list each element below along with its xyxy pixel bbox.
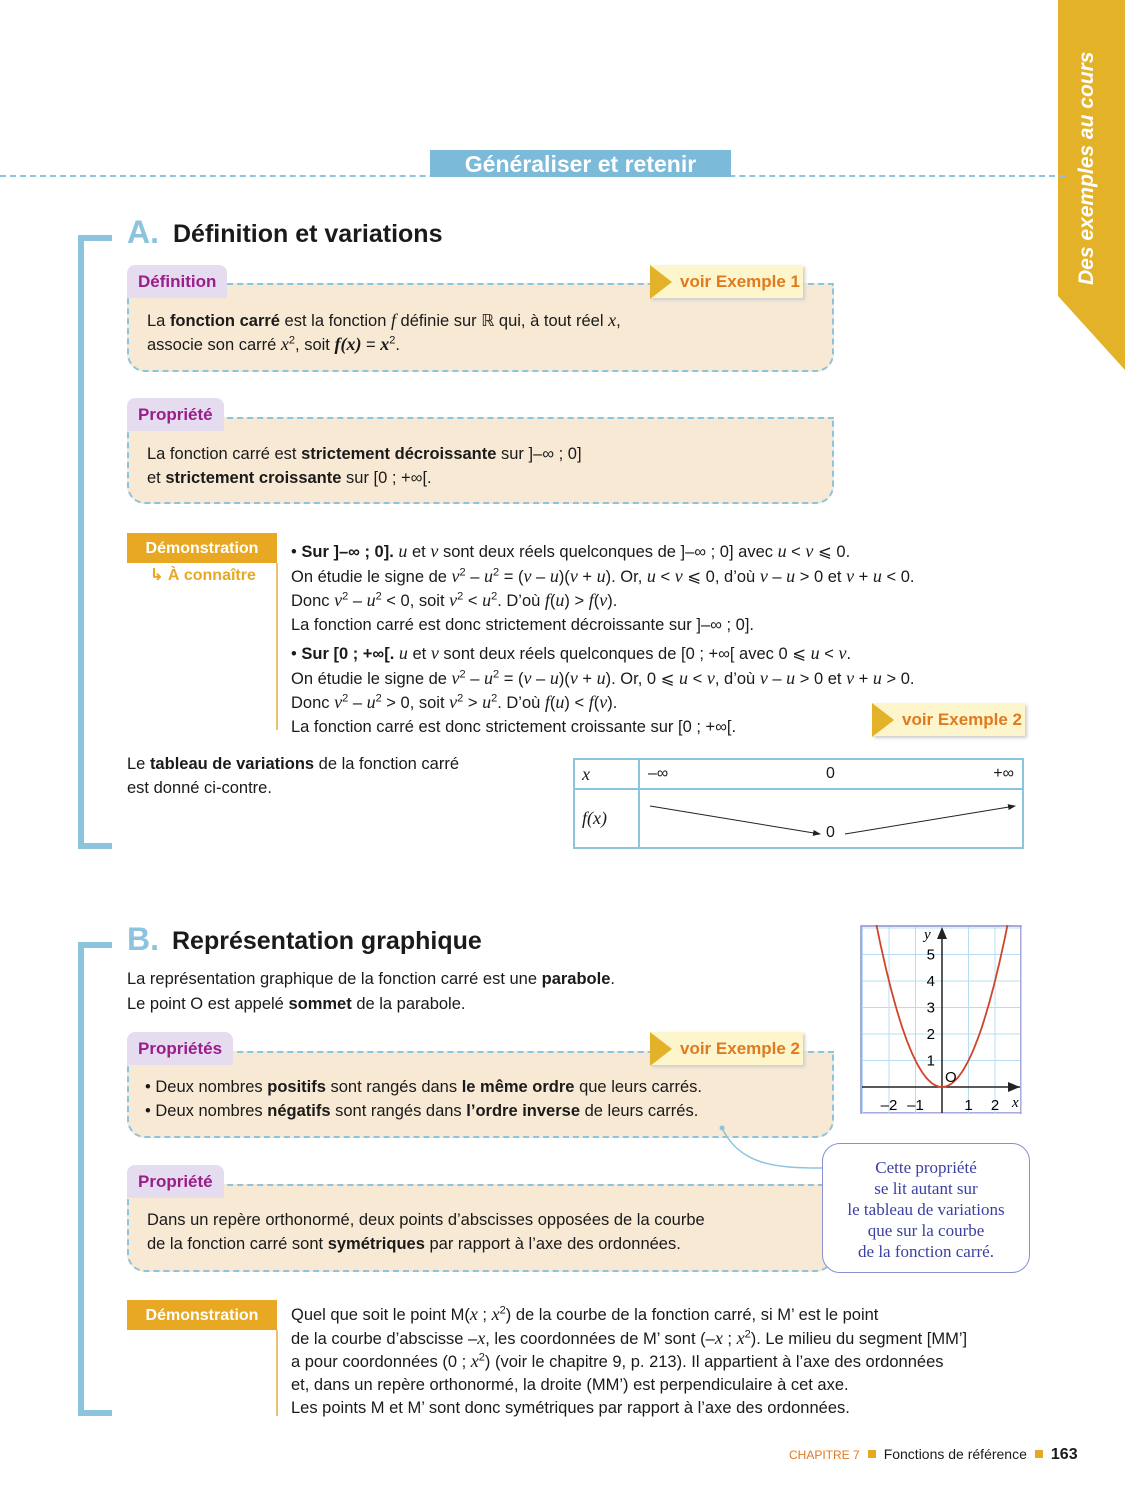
- definition-line: [147, 334, 400, 355]
- text-run: v: [523, 667, 532, 688]
- text-run: x: [280, 334, 289, 354]
- text-run: v: [759, 667, 768, 688]
- section-b-text: [127, 994, 466, 1014]
- text-run: v: [599, 590, 608, 610]
- text-run: u: [398, 643, 408, 663]
- text-run: ). Le milieu du segment [MM’]: [750, 1329, 968, 1348]
- properties-line: [145, 1101, 698, 1121]
- text-run: (: [549, 592, 556, 610]
- text-run: u: [786, 667, 796, 688]
- demonstration-line: [291, 615, 754, 635]
- section-a-title: Définition et variations: [173, 220, 443, 248]
- text-run: f: [390, 310, 396, 330]
- text-run: .: [610, 970, 615, 988]
- text-run: 2: [491, 692, 498, 705]
- text-run: v: [569, 667, 578, 688]
- properties-tag: Propriétés: [127, 1032, 233, 1065]
- callout-line: se lit autant sur: [874, 1179, 978, 1198]
- text-run: –: [531, 567, 550, 586]
- variation-table: [573, 758, 1024, 849]
- text-run: v: [449, 590, 458, 610]
- x-value: +∞: [993, 765, 1014, 782]
- demonstration-line: [291, 541, 850, 562]
- text-run: définie sur ℝ qui, à tout réel: [395, 312, 609, 330]
- callout-line: que sur la courbe: [867, 1221, 985, 1240]
- voir-exemple-2-link[interactable]: [872, 703, 1025, 736]
- text-run: +: [854, 669, 873, 688]
- y-tick-label: 2: [926, 1026, 935, 1043]
- text-run: u: [646, 565, 656, 586]
- section-b-letter: B.: [127, 921, 159, 957]
- text-run: f: [544, 590, 550, 610]
- text-run: ) <: [564, 694, 589, 712]
- y-tick-label: 3: [926, 999, 935, 1017]
- text-run: sont deux réels quelconques de ]–∞ ; 0] avec: [438, 543, 778, 561]
- demonstration-line: [291, 590, 617, 611]
- text-run: u: [366, 590, 376, 610]
- play-triangle-icon: [650, 265, 672, 299]
- text-run: v: [706, 667, 715, 688]
- callout-note: [822, 1143, 1030, 1273]
- demonstration-line: [291, 692, 617, 713]
- text-run: <: [786, 543, 806, 561]
- text-run: a pour coordonnées (0 ;: [291, 1353, 471, 1371]
- text-run: > 0, soit: [381, 694, 450, 712]
- text-run: ,: [616, 312, 621, 330]
- text-run: v: [430, 541, 439, 561]
- text-run: strictement décroissante: [301, 445, 497, 463]
- footer-chapter: CHAPITRE 7: [789, 1448, 860, 1462]
- text-run: La: [147, 312, 170, 330]
- text-run: u: [549, 667, 559, 688]
- text-run: sommet: [288, 995, 352, 1013]
- text-run: v: [451, 565, 460, 586]
- voir-exemple-1-link[interactable]: [650, 265, 803, 298]
- fx-header: f(x): [582, 808, 607, 828]
- text-run: Le point O est appelé: [127, 995, 289, 1013]
- y-tick-label: 5: [926, 946, 935, 964]
- demonstration-line: [291, 1328, 967, 1349]
- text-run: > 0 et: [795, 669, 847, 688]
- curved-arrow-icon: ↳: [150, 567, 168, 584]
- x-value: –∞: [648, 765, 669, 782]
- origin-label: O: [945, 1069, 957, 1086]
- text-run: v: [449, 692, 458, 712]
- voir-label: voir Exemple 2: [902, 710, 1023, 729]
- text-run: 2: [342, 692, 349, 705]
- x-tick-label: –2: [880, 1097, 898, 1114]
- text-run: .: [395, 336, 400, 354]
- text-run: . D’où: [497, 592, 545, 610]
- x-tick-label: –1: [907, 1097, 924, 1114]
- text-run: 2: [744, 1328, 751, 1340]
- text-run: 2: [478, 1351, 485, 1364]
- definition-tag: Définition: [127, 265, 227, 298]
- text-run: . D’où: [497, 694, 545, 712]
- text-run: et, dans un repère orthonormé, la droite (MM’) est perpendiculaire à cet axe.: [291, 1375, 849, 1394]
- text-run: (: [593, 592, 600, 610]
- text-run: u: [555, 692, 565, 712]
- text-run: f: [588, 590, 594, 610]
- text-run: x: [380, 334, 390, 354]
- text-run: ;: [722, 1329, 737, 1348]
- text-run: Dans un repère orthonormé, deux points d’abscisses opposées de la courbe: [147, 1211, 705, 1229]
- voir-label: voir Exemple 1: [680, 272, 801, 291]
- text-run: v: [805, 541, 814, 561]
- play-triangle-icon: [872, 703, 894, 737]
- text-run: ).: [607, 592, 618, 610]
- text-run: u: [872, 565, 882, 586]
- text-run: par rapport à l’axe des ordonnées.: [424, 1235, 681, 1253]
- text-run: sont deux réels quelconques de [0 ; +∞[ avec 0 ⩽: [438, 645, 811, 663]
- demonstration-line: [291, 717, 736, 737]
- text-run: <: [655, 567, 675, 586]
- y-axis-label: y: [924, 927, 931, 943]
- text-run: •: [291, 645, 302, 663]
- callout-connector: [715, 1120, 825, 1175]
- text-run: v: [846, 667, 855, 688]
- page-number: 163: [1050, 1446, 1078, 1463]
- text-run: .: [846, 645, 852, 663]
- text-run: v: [430, 643, 439, 663]
- demonstration-line: [291, 1398, 850, 1418]
- a-connaitre-text: À connaître: [167, 567, 256, 584]
- text-run: , les coordonnées de M’ sont (–: [485, 1329, 715, 1348]
- section-b-bracket: [78, 942, 112, 1416]
- text-run: u: [482, 590, 492, 610]
- text-run: v: [451, 667, 460, 688]
- text-run: , soit: [295, 336, 335, 354]
- text-run: le même ordre: [461, 1078, 575, 1096]
- text-run: u: [484, 667, 494, 688]
- demonstration-line: [291, 566, 914, 587]
- text-run: On étudie le signe de: [291, 567, 452, 586]
- text-run: associe son carré: [147, 336, 281, 354]
- text-run: –: [465, 567, 485, 586]
- text-run: x: [608, 310, 617, 330]
- x-tick-label: 1: [964, 1097, 973, 1114]
- demonstration-line: [291, 643, 851, 664]
- text-run: > 0 et: [795, 567, 847, 586]
- text-run: –: [531, 669, 550, 688]
- demonstration-line: [291, 1351, 944, 1372]
- text-run: = (: [499, 567, 524, 586]
- text-run: 2: [457, 692, 464, 705]
- text-run: x: [470, 1351, 479, 1371]
- text-run: (: [593, 694, 600, 712]
- decreasing-arrow: [650, 806, 820, 834]
- definition-line: [147, 310, 621, 331]
- text-run: x: [491, 1304, 500, 1324]
- text-run: Donc: [291, 694, 335, 712]
- demonstration-line: [291, 1304, 878, 1325]
- text-run: 2: [493, 566, 500, 578]
- text-run: positifs: [267, 1078, 326, 1096]
- property-line: [147, 444, 582, 464]
- text-run: –: [348, 694, 367, 712]
- text-run: u: [777, 541, 787, 561]
- text-run: Donc: [291, 592, 335, 610]
- text-run: et: [147, 469, 166, 487]
- text-run: Sur ]–∞ ; 0].: [301, 543, 394, 561]
- square-bullet-icon: [868, 1450, 876, 1458]
- text-run: =: [361, 336, 381, 354]
- text-run: On étudie le signe de: [291, 669, 452, 688]
- banner-title: Généraliser et retenir: [430, 150, 731, 177]
- text-run: u: [366, 692, 376, 712]
- text-run: de leurs carrés.: [580, 1102, 699, 1120]
- text-run: négatifs: [267, 1102, 331, 1120]
- callout-line: de la fonction carré.: [858, 1242, 994, 1261]
- text-run: de la fonction carré: [314, 755, 459, 773]
- text-run: u: [679, 667, 689, 688]
- text-run: v: [334, 590, 343, 610]
- text-run: v: [838, 643, 847, 663]
- x-value: 0: [826, 765, 835, 782]
- text-run: v: [599, 692, 608, 712]
- text-run: •: [291, 543, 302, 561]
- text-run: ). Or, 0 ⩽: [605, 669, 680, 688]
- callout-line: Cette propriété: [875, 1158, 977, 1177]
- a-connaitre-label: [150, 565, 256, 585]
- text-run: est la fonction: [279, 312, 391, 330]
- text-run: +: [577, 567, 597, 586]
- text-run: v: [523, 565, 532, 586]
- text-run: +: [577, 669, 597, 688]
- text-run: sur ]–∞ ; 0]: [496, 445, 582, 463]
- text-run: , d’où: [714, 669, 760, 688]
- text-run: de la parabole.: [351, 995, 466, 1013]
- text-run: fonction carré: [169, 312, 280, 330]
- text-run: de la fonction carré sont: [147, 1235, 328, 1253]
- text-run: • Deux nombres: [145, 1078, 268, 1096]
- x-axis-label: x: [1012, 1095, 1019, 1111]
- text-run: x: [736, 1327, 745, 1348]
- text-run: Sur [0 ; +∞[.: [301, 645, 395, 663]
- demonstration-rule: [276, 563, 278, 730]
- text-run: )(: [558, 669, 570, 688]
- text-run: –: [465, 669, 485, 688]
- text-run: sont rangés dans: [325, 1078, 462, 1096]
- text-run: ) (voir le chapitre 9, p. 213). Il appartient à l’axe des ordonnées: [484, 1353, 944, 1371]
- text-run: f: [544, 692, 550, 712]
- demonstration-tag: Démonstration: [127, 1300, 277, 1330]
- callout-line: le tableau de variations: [847, 1200, 1005, 1219]
- text-run: 2: [375, 692, 382, 705]
- text-run: x: [714, 1327, 723, 1348]
- section-b-title: Représentation graphique: [172, 927, 482, 955]
- text-run: > 0.: [881, 669, 915, 688]
- property-line: [147, 1234, 681, 1254]
- text-run: ⩽ 0.: [813, 543, 851, 561]
- text-run: u: [555, 590, 565, 610]
- section-b-text: [127, 969, 615, 989]
- text-run: )(: [558, 567, 570, 586]
- text-run: 2: [499, 1304, 506, 1317]
- text-run: f: [588, 692, 594, 712]
- text-run: = (: [499, 669, 524, 688]
- text-run: v: [846, 565, 855, 586]
- text-run: u: [786, 565, 796, 586]
- voir-label: voir Exemple 2: [680, 1039, 801, 1058]
- text-run: 2: [389, 334, 396, 347]
- text-run: Le: [127, 755, 150, 773]
- property-line: [147, 1210, 705, 1230]
- y-tick-label: 1: [926, 1052, 935, 1070]
- text-run: 2: [288, 334, 296, 347]
- text-run: La fonction carré est donc strictement croissante sur [0 ; +∞[.: [291, 717, 737, 736]
- text-run: est donné ci-contre.: [127, 779, 272, 797]
- text-run: La fonction carré est donc strictement décroissante sur ]–∞ ; 0].: [291, 615, 754, 634]
- text-run: La représentation graphique de la fonction carré est une: [127, 970, 542, 988]
- text-run: <: [688, 669, 707, 688]
- voir-exemple-2-link[interactable]: [650, 1032, 803, 1065]
- variation-text: [127, 778, 272, 798]
- text-run: u: [482, 692, 492, 712]
- text-run: strictement croissante: [165, 469, 342, 487]
- text-run: ). Or,: [605, 567, 647, 586]
- variation-text: [127, 754, 459, 774]
- text-run: u: [398, 541, 408, 561]
- text-run: v: [759, 565, 768, 586]
- text-run: 2: [459, 566, 466, 578]
- text-run: < 0, soit: [381, 592, 450, 610]
- text-run: –: [348, 592, 367, 610]
- demonstration-line: [291, 1375, 849, 1395]
- increasing-arrow: [845, 806, 1015, 834]
- side-tab-label: Des exemples au cours: [1075, 51, 1098, 285]
- property-tag: Propriété: [127, 1165, 224, 1198]
- demonstration-rule: [276, 1330, 278, 1416]
- text-run: 2: [342, 590, 349, 603]
- parabola-graph: [860, 925, 1028, 1117]
- text-run: u: [549, 565, 559, 586]
- text-run: f(x): [334, 334, 362, 354]
- text-run: u: [810, 643, 820, 663]
- text-run: 2: [491, 590, 498, 603]
- text-run: ).: [607, 694, 618, 712]
- text-run: v: [334, 692, 343, 712]
- text-run: < 0.: [881, 567, 915, 586]
- demonstration-tag: Démonstration: [127, 533, 277, 563]
- play-triangle-icon: [650, 1032, 672, 1066]
- text-run: que leurs carrés.: [574, 1078, 702, 1096]
- text-run: ⩽ 0, d’où: [682, 567, 760, 586]
- text-run: l’ordre inverse: [466, 1102, 581, 1120]
- footer: [789, 1446, 1078, 1464]
- text-run: <: [819, 645, 839, 663]
- footer-title: Fonctions de référence: [883, 1446, 1027, 1462]
- text-run: +: [854, 567, 873, 586]
- text-run: ;: [477, 1306, 492, 1324]
- text-run: ) >: [564, 592, 589, 610]
- text-run: u: [596, 667, 606, 688]
- section-a-bracket: [78, 235, 112, 849]
- text-run: v: [674, 565, 683, 586]
- text-run: v: [569, 565, 578, 586]
- text-run: 2: [375, 590, 382, 603]
- x-header: x: [582, 763, 590, 784]
- text-run: >: [463, 694, 483, 712]
- text-run: 2: [493, 668, 500, 680]
- text-run: x: [469, 1304, 478, 1324]
- text-run: <: [463, 592, 483, 610]
- text-run: sont rangés dans: [330, 1102, 467, 1120]
- section-a-letter: A.: [127, 214, 159, 250]
- text-run: Quel que soit le point M(: [291, 1306, 470, 1324]
- text-run: –: [767, 669, 787, 688]
- text-run: (: [549, 694, 556, 712]
- text-run: Les points M et M’ sont donc symétriques par rapport à l’axe des ordonnées.: [291, 1399, 850, 1417]
- properties-line: [145, 1077, 702, 1097]
- text-run: 2: [459, 668, 466, 680]
- text-run: parabole: [541, 970, 611, 988]
- text-run: u: [484, 565, 494, 586]
- text-run: u: [596, 565, 606, 586]
- property-tag: Propriété: [127, 398, 224, 431]
- text-run: ) de la courbe de la fonction carré, si M’ est le point: [505, 1306, 879, 1324]
- square-bullet-icon: [1035, 1450, 1043, 1458]
- text-run: x: [477, 1327, 486, 1348]
- text-run: de la courbe d’abscisse –: [291, 1329, 478, 1348]
- text-run: 2: [457, 590, 464, 603]
- text-run: –: [767, 567, 787, 586]
- min-value: 0: [826, 824, 835, 841]
- text-run: symétriques: [327, 1235, 425, 1253]
- property-line: [147, 468, 432, 488]
- y-tick-label: 4: [926, 973, 935, 990]
- text-run: sur [0 ; +∞[.: [341, 469, 432, 487]
- demonstration-line: [291, 668, 914, 689]
- text-run: La fonction carré est: [147, 445, 302, 463]
- text-run: et: [407, 645, 431, 663]
- text-run: u: [872, 667, 882, 688]
- text-run: tableau de variations: [149, 755, 315, 773]
- text-run: • Deux nombres: [145, 1102, 268, 1120]
- text-run: et: [407, 543, 431, 561]
- x-tick-label: 2: [990, 1097, 1000, 1114]
